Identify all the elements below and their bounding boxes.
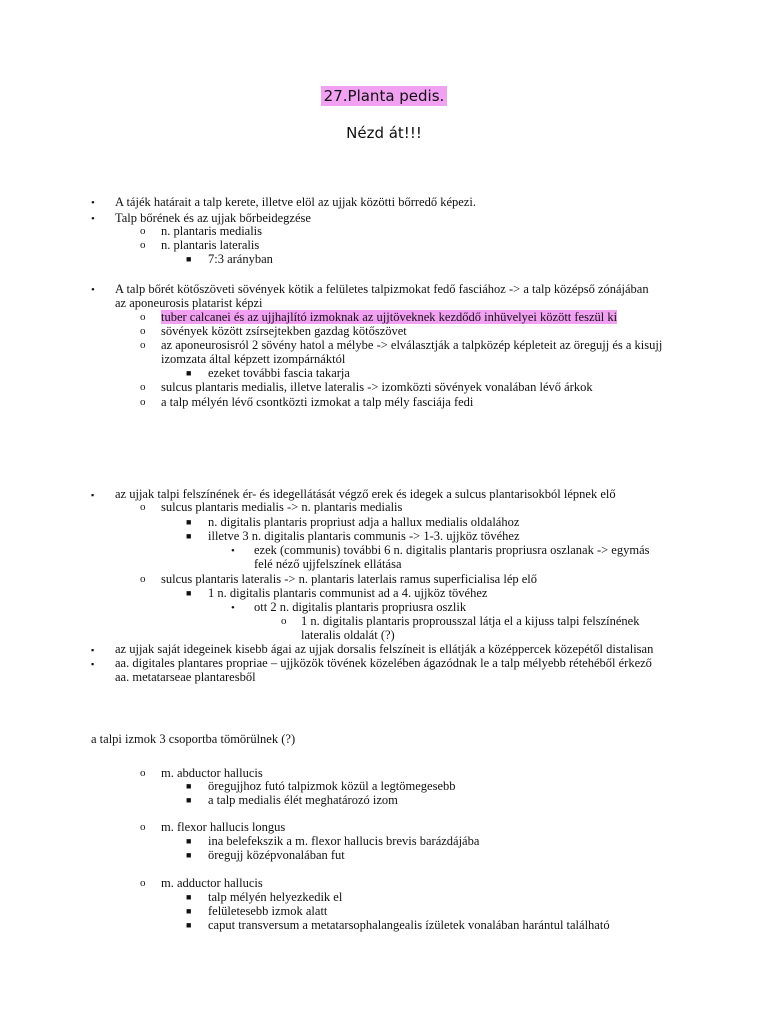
- text-line: az ujjak saját idegeinek kisebb ágai az ujjak dorsalis felszíneit is ellátják a középpercek közepétől distalisan: [115, 642, 654, 656]
- text-line: caput transversum a metatarsophalangealis ízületek vonalában harántul található: [208, 918, 610, 932]
- bullet-circle: o: [140, 877, 146, 889]
- text-line: az aponeurosis platarist képzi: [115, 296, 263, 310]
- bullet-square: ■: [186, 368, 192, 378]
- text-line: 7:3 arányban: [208, 252, 273, 266]
- bullet-square: ■: [186, 836, 192, 846]
- page-title: 27.Planta pedis.: [321, 86, 448, 106]
- text-line: felé néző ujjfelszínek ellátása: [254, 557, 402, 571]
- bullet-square: ■: [186, 920, 192, 930]
- bullet-square: ▪: [91, 490, 95, 500]
- bullet-square: ■: [186, 517, 192, 527]
- text-line: felületesebb izmok alatt: [208, 904, 328, 918]
- text-line: 1 n. digitalis plantaris communist ad a 4. ujjköz tövéhez: [208, 586, 488, 600]
- bullet-circle: o: [140, 311, 146, 323]
- text-line: 1 n. digitalis plantaris proprousszal látja el a kijuss talpi felszínének: [301, 614, 640, 628]
- bullet-square: ■: [186, 906, 192, 916]
- bullet-square: ■: [186, 588, 192, 598]
- bullet-circle: o: [140, 225, 146, 237]
- bullet-circle: o: [140, 381, 146, 393]
- text-line: a talp medialis élét meghatározó izom: [208, 793, 398, 807]
- text-line: az aponeurosisról 2 sövény hatol a mélybe -> elválasztják a talpközép képleteit az öregujj és a kisujj: [161, 338, 663, 352]
- text-line: a talpi izmok 3 csoportba tömörülnek (?): [91, 732, 296, 746]
- title-container: [0, 86, 768, 106]
- text-line: aa. metatarseae plantaresből: [115, 670, 256, 684]
- text-line: n. digitalis plantaris propriust adja a hallux medialis oldalához: [208, 515, 520, 529]
- text-line: a talp mélyén lévő csontközti izmokat a talp mély fasciája fedi: [161, 395, 474, 409]
- text-line: A tájék határait a talp kerete, illetve elöl az ujjak közötti bőrredő képezi.: [115, 195, 476, 209]
- text-line: illetve 3 n. digitalis plantaris communis -> 1-3. ujjköz tövéhez: [208, 529, 520, 543]
- subtitle-container: [0, 124, 768, 142]
- text-line: öregujjhoz futó talpizmok közül a legtömegesebb: [208, 779, 456, 793]
- text-line: n. plantaris lateralis: [161, 238, 260, 252]
- text-line: Talp bőrének és az ujjak bőrbeidegzése: [115, 211, 311, 225]
- bullet-square: ■: [186, 795, 192, 805]
- text-line: sövények között zsírsejtekben gazdag kötőszövet: [161, 324, 407, 338]
- text-line: talp mélyén helyezkedik el: [208, 890, 343, 904]
- bullet-dot: •: [91, 284, 95, 296]
- bullet-square: ■: [186, 531, 192, 541]
- text-line: öregujj középvonalában fut: [208, 848, 345, 862]
- text-line: ezek (communis) további 6 n. digitalis plantaris propriusra oszlanak -> egymás: [254, 543, 650, 557]
- bullet-square: ▪: [91, 645, 95, 655]
- text-line: n. plantaris medialis: [161, 224, 263, 238]
- text-line: m. adductor hallucis: [161, 876, 263, 890]
- bullet-circle: o: [140, 501, 146, 513]
- bullet-square: ■: [186, 850, 192, 860]
- page-subtitle: Nézd át!!!: [346, 124, 422, 142]
- bullet-square: ■: [186, 781, 192, 791]
- bullet-dot: •: [91, 213, 95, 225]
- text-line: ezeket további fascia takarja: [208, 366, 350, 380]
- text-line: m. abductor hallucis: [161, 766, 263, 780]
- text-line: sulcus plantaris medialis, illetve lateralis -> izomközti sövények vonalában lévő árkok: [161, 380, 593, 394]
- bullet-circle: o: [140, 821, 146, 833]
- text-line: A talp bőrét kötőszöveti sövények kötik a felületes talpizmokat fedő fasciához -> a talp középső zónájában: [115, 282, 649, 296]
- text-line: lateralis oldalát (?): [301, 628, 395, 642]
- bullet-circle: o: [140, 767, 146, 779]
- bullet-circle: o: [140, 573, 146, 585]
- bullet-square: ■: [186, 892, 192, 902]
- text-line: m. flexor hallucis longus: [161, 820, 286, 834]
- text-line: az ujjak talpi felszínének ér- és idegellátását végző erek és idegek a sulcus plantarisokból lépnek elő: [115, 487, 616, 501]
- bullet-circle: o: [281, 615, 287, 627]
- text-line: aa. digitales plantares propriae – ujjközök tövének közelében ágazódnak le a talp mélyebb rétehéből érkező: [115, 656, 652, 670]
- bullet-dot: •: [231, 602, 235, 614]
- bullet-circle: o: [140, 239, 146, 251]
- bullet-circle: o: [140, 325, 146, 337]
- bullet-square: ■: [186, 254, 192, 264]
- bullet-circle: o: [140, 396, 146, 408]
- bullet-square: ▪: [91, 659, 95, 669]
- highlighted-line: tuber calcanei és az ujjhajlító izmoknak az ujjtöveknek kezdődő inhüvelyei között feszül ki: [161, 310, 618, 324]
- text-line: sulcus plantaris medialis -> n. plantaris medialis: [161, 500, 403, 514]
- text-line: izomzata által képzett izompárnáktól: [161, 352, 346, 366]
- text-line: ina belefekszik a m. flexor hallucis brevis barázdájába: [208, 834, 480, 848]
- bullet-dot: •: [91, 197, 95, 209]
- bullet-circle: o: [140, 339, 146, 351]
- bullet-dot: •: [231, 545, 235, 557]
- text-line: ott 2 n. digitalis plantaris propriusra oszlik: [254, 600, 467, 614]
- text-line: sulcus plantaris lateralis -> n. plantaris laterlais ramus superficialisa lép elő: [161, 572, 538, 586]
